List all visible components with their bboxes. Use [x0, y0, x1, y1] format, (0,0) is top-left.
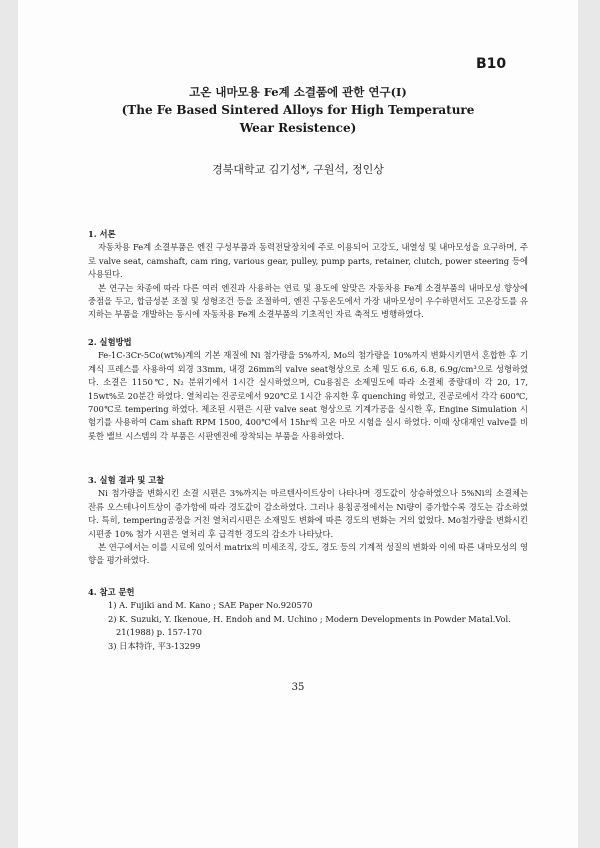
paper-page	[18, 0, 578, 848]
paragraph: 자동차용 Fe계 소결부품은 엔진 구성부품과 동력전달장치에 주로 이용되어 고강도, 내열성 및 내마모성을 요구하며, 주로 valve seat, camshaft, cam ring, various gear, pulley, pump parts, retainer, clutch, power steering 등에 사용된다.	[88, 242, 528, 280]
title-english	[18, 101, 578, 137]
paragraph: 본 연구는 차종에 따라 다른 여러 엔진과 사용하는 연료 및 용도에 알맞은 자동차용 Fe계 소결부품의 내마모성 향상에 중점을 두고, 합금성분 조절 및 성형조건 등을 조절하여, 엔진 구동온도에서 가장 내마모성이 우수하면서도 고온강도를 유지하는 부품을 개발하는 동시에 자동차용 Fe계 소결부품의 기초적인 자료 축적도 병행하였다.	[88, 282, 528, 320]
title-english-line1: (The Fe Based Sintered Alloys for High Temperature	[121, 103, 475, 117]
section-introduction	[88, 228, 528, 322]
reference-item: 3) 日本特许, 平3-13299	[108, 640, 201, 651]
section-method	[88, 336, 528, 443]
section-heading: 4. 참고 문헌	[88, 587, 135, 597]
title-english-line2: Wear Resistence)	[239, 121, 357, 135]
abstract-code: B10	[476, 56, 507, 72]
title-korean: 고온 내마모용 Fe계 소결품에 관한 연구(Ⅰ)	[189, 85, 407, 99]
reference-list	[88, 599, 528, 653]
section-heading: 2. 실험방법	[88, 337, 132, 347]
paragraph: 본 연구에서는 이를 시료에 있어서 matrix의 미세조직, 강도, 경도 등의 기계적 성질의 변화와 이에 따른 내마모성의 영향을 평가하였다.	[88, 542, 528, 566]
section-references	[88, 586, 528, 653]
section-results	[88, 474, 528, 568]
authors: 경북대학교 김기성*, 구원석, 정인상	[212, 163, 384, 176]
reference-item: 1) A. Fujiki and M. Kano ; SAE Paper No.920570	[108, 600, 313, 611]
section-heading: 3. 실험 결과 및 고찰	[88, 475, 165, 485]
paragraph: Fe-1C-3Cr-5Co(wt%)계의 기본 재질에 Ni 첨가량을 5%까지, Mo의 첨가량을 10%까지 변화시키면서 혼합한 후 기계식 프레스를 사용하여 외경 33mm, 내경 26mm의 valve seat형상으로 소제 밀도 6.6, 6.8, 6.9g/cm³으로 성형하였다. 소결은 1150℃, N₂ 분위기에서 1시간 실시하였으며, Cu용침은 소제밀도에 따라 소결체 중량대비 각 20, 17, 15wt%로 20분간 하였다. 열처리는 진공로에서 920℃로 1시간 유지한 후 quenching 하였고, 진공로에서 각각 600℃, 700℃로 tempering 하였다. 제조된 시편은 시판 valve seat 형상으로 기계가공을 실시한 후, Engine Simulation 시험기를 사용하여 Cam shaft RPM 1500, 400℃에서 15hr씩 고온 마모 시험을 실시 하였다. 이때 상대재인 valve를 비롯한 밸브 시스템의 각 부품은 시판엔진에 장착되는 부품을 사용하였다.	[88, 350, 528, 441]
section-heading: 1. 서론	[88, 229, 116, 239]
reference-item: 2) K. Suzuki, Y. Ikenoue, H. Endoh and M. Uchino ; Modern Developments in Powder Matal.Vol. 21(1988) p. 157-170	[108, 613, 511, 638]
paragraph: Ni 첨가량을 변화시킨 소결 시편은 3%까지는 마르텐사이트상이 나타나며 경도값이 상승하였으나 5%Ni의 소결체는 잔류 오스테나이트상이 증가함에 따라 경도값이 감소하였다. 그러나 용침공정에서는 Ni량이 증가할수록 경도는 감소하였다. 특히, tempering공정을 거친 열처리시편은 소재밀도 변화에 따른 경도의 변화는 거의 없었다. Mo첨가량을 변화시킨 시편중 10% 첨가 시편은 열처리 후 급격한 경도의 감소가 나타났다.	[88, 488, 528, 539]
page-number: 35	[291, 682, 305, 693]
